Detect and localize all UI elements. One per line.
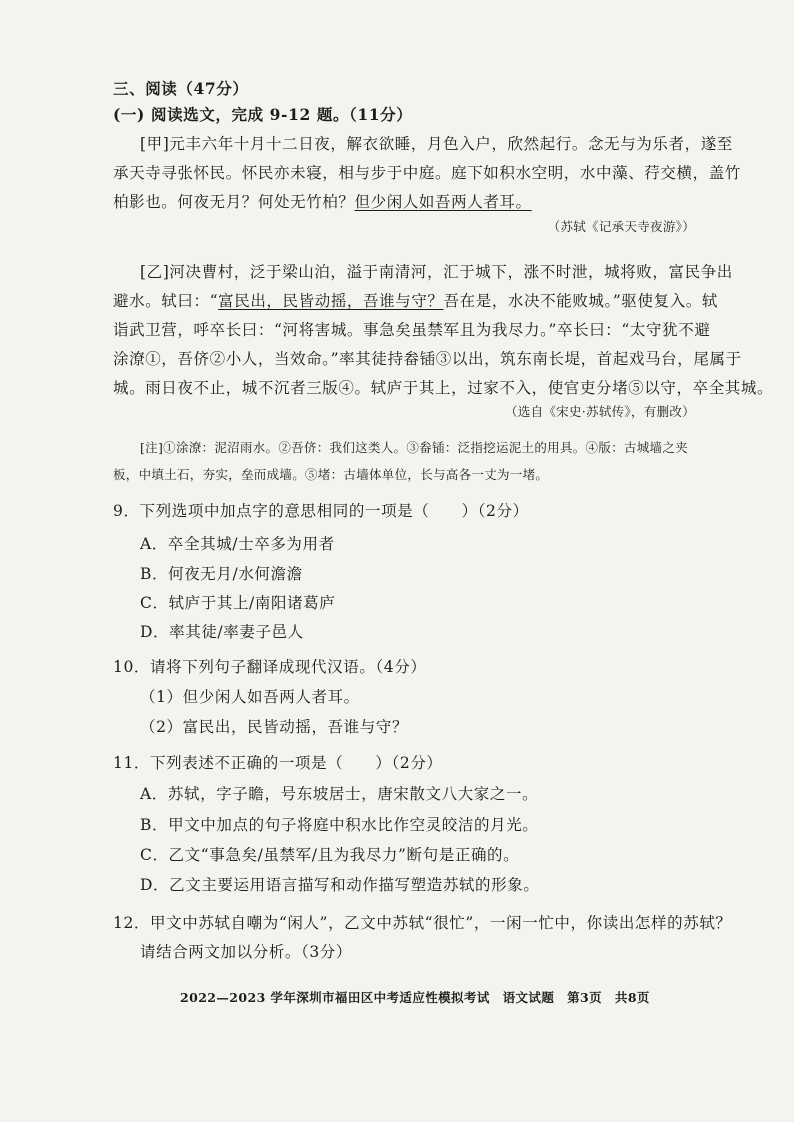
passage-b-line-2-start: 避水。轼曰：“ (113, 292, 219, 310)
passage-b-line-4: 涂潦①，吾侪②小人，当效命。”率其徒持畚锸③以出，筑东南长堤，首起戏马台，尾属于 (113, 350, 742, 368)
q9-option-b: B．何夜无月/水何澹澹 (140, 565, 303, 583)
section-title: 三、阅读（47分） (113, 79, 249, 98)
q9-stem: 9．下列选项中加点字的意思相同的一项是（ ）（2分） (113, 502, 529, 520)
q9-option-a: A．卒全其城/士卒多为用者 (140, 535, 335, 553)
notes-line-1: [注]①涂潦：泥沼雨水。②吾侪：我们这类人。③畚锸：泛指挖运泥土的用具。④版：古城墙之夹 (140, 440, 688, 455)
passage-a-line-3-text: 柏影也。何夜无月？何处无竹柏？ (113, 193, 355, 211)
passage-b-line-2-end: 吾在是，水决不能败城。”驱使复入。轼 (443, 292, 719, 310)
passage-a-line-1: [甲]元丰六年十月十二日夜，解衣欲睡，月色入户，欣然起行。念无与为乐者，遂至 (140, 135, 733, 153)
q11-stem: 11．下列表述不正确的一项是（ ）（2分） (113, 754, 443, 772)
part-title: (一) 阅读选文，完成 9-12 题。（11分） (113, 105, 413, 124)
q11-option-c: C．乙文“事急矣/虽禁军/且为我尽力”断句是正确的。 (140, 846, 520, 864)
passage-b-underlined-sentence: 富民出，民皆动摇，吾谁与守？ (218, 292, 444, 310)
notes-line-2: 板，中填土石，夯实，垒而成墙。⑤堵：古墙体单位，长与高各一丈为一堵。 (113, 467, 549, 482)
passage-b-line-3: 诣武卫营，呼卒长曰：“河将害城。事急矣虽禁军且为我尽力。”卒长曰：“太守犹不避 (113, 321, 711, 339)
passage-a-underlined-sentence: 但少闲人如吾两人者耳。 (354, 193, 532, 211)
q12-stem-line-1: 12．甲文中苏轼自嘲为“闲人”，乙文中苏轼“很忙”，一闲一忙中，你读出怎样的苏轼？ (113, 914, 732, 932)
q11-option-d: D．乙文主要运用语言描写和动作描写塑造苏轼的形象。 (140, 876, 540, 894)
q9-option-d: D．率其徒/率妻子邑人 (140, 623, 304, 641)
page-footer: 2022—2023 学年深圳市福田区中考适应性模拟考试 语文试题 第3页 共8页 (180, 990, 650, 1005)
q10-stem: 10．请将下列句子翻译成现代汉语。（4分） (113, 658, 427, 676)
q11-option-b: B．甲文中加点的句子将庭中积水比作空灵皎洁的月光。 (140, 816, 539, 834)
q11-option-a: A．苏轼，字子瞻，号东坡居士，唐宋散文八大家之一。 (140, 785, 539, 803)
passage-a-line-2: 承天寺寻张怀民。怀民亦未寝，相与步于中庭。庭下如积水空明，水中藻、荇交横，盖竹 (113, 164, 741, 182)
passage-b-line-5: 城。雨日夜不止，城不沉者三版④。轼庐于其上，过家不入，使官吏分堵⑤以守，卒全其城。 (113, 379, 774, 397)
passage-a-source: （苏轼《记承天寺夜游》） (547, 219, 695, 234)
q10-sentence-1: （1）但少闲人如吾两人者耳。 (140, 688, 360, 706)
q10-sentence-2: （2）富民出，民皆动摇，吾谁与守？ (140, 718, 409, 736)
passage-b-source: （选自《宋史·苏轼传》，有删改） (504, 404, 695, 419)
q12-stem-line-2: 请结合两文加以分析。（3分） (140, 943, 353, 961)
passage-b-line-1: [乙]河决曹村，泛于梁山泊，溢于南清河，汇于城下，涨不时泄，城将败，富民争出 (140, 263, 733, 281)
q9-option-c: C．轼庐于其上/南阳诸葛庐 (140, 594, 336, 612)
passage-b-line-2 (113, 291, 718, 311)
passage-a-line-3 (113, 192, 532, 212)
